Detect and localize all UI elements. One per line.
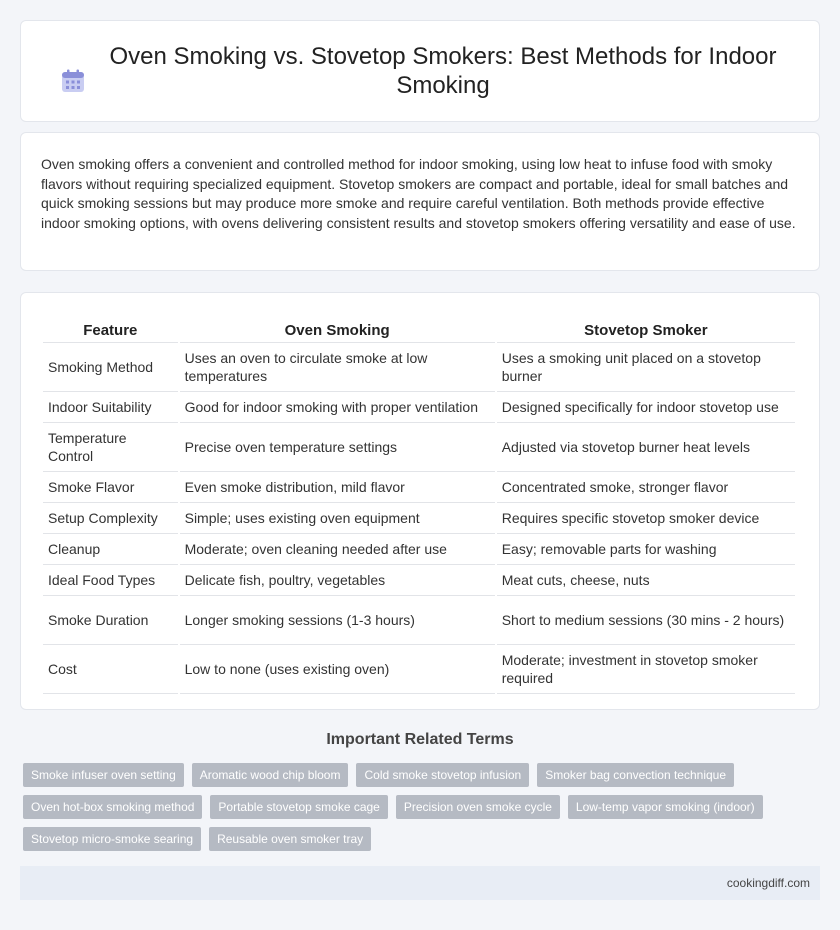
stovetop-cell: Uses a smoking unit placed on a stovetop burner bbox=[497, 343, 795, 392]
feature-cell: Cost bbox=[43, 645, 178, 694]
footer-site-link[interactable]: cookingdiff.com bbox=[726, 876, 810, 890]
related-term-tag[interactable]: Stovetop micro-smoke searing bbox=[23, 827, 201, 851]
column-header-stovetop-smoker: Stovetop Smoker bbox=[497, 313, 795, 343]
column-header-oven-smoking: Oven Smoking bbox=[180, 313, 495, 343]
stovetop-cell: Requires specific stovetop smoker device bbox=[497, 503, 795, 534]
stovetop-cell: Meat cuts, cheese, nuts bbox=[497, 565, 795, 596]
table-row bbox=[43, 596, 795, 645]
comparison-table bbox=[41, 313, 797, 694]
table-header-row bbox=[43, 313, 795, 343]
feature-cell: Indoor Suitability bbox=[43, 392, 178, 423]
related-term-tag[interactable]: Cold smoke stovetop infusion bbox=[356, 763, 529, 787]
related-term-tag[interactable]: Smoke infuser oven setting bbox=[23, 763, 184, 787]
column-header-feature: Feature bbox=[43, 313, 178, 343]
feature-cell: Smoke Duration bbox=[43, 596, 178, 645]
feature-cell: Smoking Method bbox=[43, 343, 178, 392]
stovetop-cell: Moderate; investment in stovetop smoker required bbox=[497, 645, 795, 694]
feature-cell: Temperature Control bbox=[43, 423, 178, 472]
table-row bbox=[43, 343, 795, 392]
stovetop-cell: Short to medium sessions (30 mins - 2 hours) bbox=[497, 596, 795, 645]
page-title: Oven Smoking vs. Stovetop Smokers: Best Methods for Indoor Smoking bbox=[109, 43, 777, 99]
oven-cell: Moderate; oven cleaning needed after use bbox=[180, 534, 495, 565]
oven-cell: Delicate fish, poultry, vegetables bbox=[180, 565, 495, 596]
title-wrap bbox=[60, 42, 780, 100]
related-term-tag[interactable]: Oven hot-box smoking method bbox=[23, 795, 202, 819]
related-terms-list bbox=[23, 763, 783, 851]
title-card bbox=[20, 20, 820, 122]
table-row bbox=[43, 472, 795, 503]
feature-cell: Smoke Flavor bbox=[43, 472, 178, 503]
table-row bbox=[43, 503, 795, 534]
stovetop-cell: Easy; removable parts for washing bbox=[497, 534, 795, 565]
related-term-tag[interactable]: Low-temp vapor smoking (indoor) bbox=[568, 795, 763, 819]
calendar-icon bbox=[60, 68, 86, 94]
oven-cell: Precise oven temperature settings bbox=[180, 423, 495, 472]
table-row bbox=[43, 423, 795, 472]
feature-cell: Setup Complexity bbox=[43, 503, 178, 534]
feature-cell: Cleanup bbox=[43, 534, 178, 565]
related-terms-heading: Important Related Terms bbox=[326, 731, 514, 748]
table-row bbox=[43, 645, 795, 694]
oven-cell: Uses an oven to circulate smoke at low temperatures bbox=[180, 343, 495, 392]
footer bbox=[20, 866, 820, 900]
related-term-tag[interactable]: Precision oven smoke cycle bbox=[396, 795, 560, 819]
oven-cell: Simple; uses existing oven equipment bbox=[180, 503, 495, 534]
oven-cell: Low to none (uses existing oven) bbox=[180, 645, 495, 694]
intro-paragraph: Oven smoking offers a convenient and controlled method for indoor smoking, using low heat to infuse food with smoky flavors without requiring specialized equipment. Stovetop smokers are compact and portable, ideal for small batches and quick smoking sessions but may produce more smoke and require careful ventilation. Both methods provide effective indoor smoking options, with ovens delivering consistent results and stovetop smokers offering versatility and ease of use. bbox=[41, 156, 796, 231]
table-row bbox=[43, 565, 795, 596]
related-term-tag[interactable]: Reusable oven smoker tray bbox=[209, 827, 371, 851]
intro-card bbox=[20, 132, 820, 271]
oven-cell: Longer smoking sessions (1-3 hours) bbox=[180, 596, 495, 645]
stovetop-cell: Concentrated smoke, stronger flavor bbox=[497, 472, 795, 503]
table-row bbox=[43, 392, 795, 423]
related-term-tag[interactable]: Smoker bag convection technique bbox=[537, 763, 734, 787]
related-term-tag[interactable]: Portable stovetop smoke cage bbox=[210, 795, 387, 819]
table-row bbox=[43, 534, 795, 565]
comparison-table-card bbox=[20, 292, 820, 710]
stovetop-cell: Designed specifically for indoor stovetop use bbox=[497, 392, 795, 423]
oven-cell: Good for indoor smoking with proper ventilation bbox=[180, 392, 495, 423]
feature-cell: Ideal Food Types bbox=[43, 565, 178, 596]
oven-cell: Even smoke distribution, mild flavor bbox=[180, 472, 495, 503]
related-term-tag[interactable]: Aromatic wood chip bloom bbox=[192, 763, 349, 787]
stovetop-cell: Adjusted via stovetop burner heat levels bbox=[497, 423, 795, 472]
